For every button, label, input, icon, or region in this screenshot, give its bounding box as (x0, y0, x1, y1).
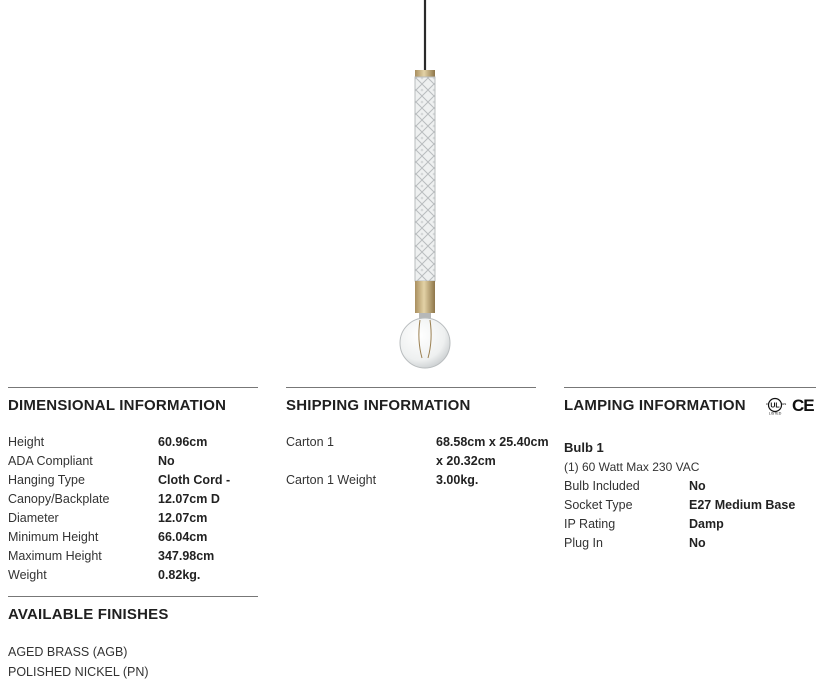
available-finishes-title: AVAILABLE FINISHES (8, 606, 169, 623)
certification-marks (764, 396, 814, 416)
row-value: 66.04cm (158, 530, 208, 544)
shipping-row-weight (286, 471, 536, 490)
section-divider (8, 596, 258, 597)
dimension-row-min-height (8, 528, 258, 547)
row-value: Damp (689, 517, 724, 531)
bulb-description: (1) 60 Watt Max 230 VAC (564, 460, 700, 474)
dimensional-information-title: DIMENSIONAL INFORMATION (8, 397, 227, 414)
dimension-row-ada (8, 452, 258, 471)
row-value: 347.98cm (158, 549, 215, 563)
ul-listed-icon (764, 397, 790, 415)
shipping-information-title: SHIPPING INFORMATION (286, 397, 471, 414)
row-value: No (689, 479, 706, 493)
row-label: Weight (8, 568, 47, 582)
row-label: Height (8, 435, 45, 449)
dimension-row-canopy (8, 490, 258, 509)
row-label: ADA Compliant (8, 454, 93, 468)
available-finishes-section (8, 596, 258, 682)
row-label: Minimum Height (8, 530, 99, 544)
lamping-information-title: LAMPING INFORMATION (564, 397, 746, 414)
section-divider (286, 387, 536, 388)
shipping-row-carton (286, 433, 549, 471)
lamping-row-bulb-included (564, 477, 816, 496)
row-label: Hanging Type (8, 473, 85, 487)
carton-dimensions-value-line2: x 20.32cm (436, 454, 496, 468)
row-value: 60.96cm (158, 435, 208, 449)
shipping-information-section (286, 387, 549, 490)
lamping-row-plug-in (564, 534, 816, 553)
row-value: Cloth Cord - (158, 473, 231, 487)
row-value: No (158, 454, 175, 468)
row-label: Diameter (8, 511, 59, 525)
row-value: 12.07cm (158, 511, 208, 525)
lamping-row-socket-type (564, 496, 816, 515)
dimensional-information-section (8, 387, 258, 585)
row-value: 12.07cm D (158, 492, 220, 506)
row-label: Canopy/Backplate (8, 492, 110, 506)
lamping-row-ip-rating (564, 515, 816, 534)
dimension-row-weight (8, 566, 258, 585)
dimension-row-hanging-type (8, 471, 258, 490)
dimension-row-max-height (8, 547, 258, 566)
bulb-title: Bulb 1 (564, 440, 604, 455)
ul-listed-text: LISTED (768, 411, 782, 415)
row-value: No (689, 536, 706, 550)
row-value: 0.82kg. (158, 568, 201, 582)
finish-item-polished-nickel: POLISHED NICKEL (PN) (8, 665, 149, 679)
finish-item-aged-brass: AGED BRASS (AGB) (8, 645, 128, 659)
ce-mark: CE (792, 396, 814, 415)
svg-text:us: us (782, 401, 787, 406)
section-divider (564, 387, 816, 388)
carton-weight-value: 3.00kg. (436, 473, 479, 487)
row-label: Plug In (564, 536, 603, 550)
row-label: Maximum Height (8, 549, 102, 563)
section-divider (8, 387, 258, 388)
row-label: IP Rating (564, 517, 616, 531)
lamping-information-section (564, 387, 816, 553)
row-label: Bulb Included (564, 479, 640, 493)
row-label: Socket Type (564, 498, 633, 512)
dimension-row-height (8, 433, 258, 452)
dimension-row-diameter (8, 509, 258, 528)
carton-dimensions-value: 68.58cm x 25.40cm (436, 435, 549, 449)
ul-mark-text: UL (770, 402, 780, 410)
carton-weight-label: Carton 1 Weight (286, 473, 377, 487)
pendant-light-image (380, 0, 470, 380)
svg-text:c: c (766, 401, 768, 406)
row-value: E27 Medium Base (689, 498, 796, 512)
carton-label: Carton 1 (286, 435, 334, 449)
